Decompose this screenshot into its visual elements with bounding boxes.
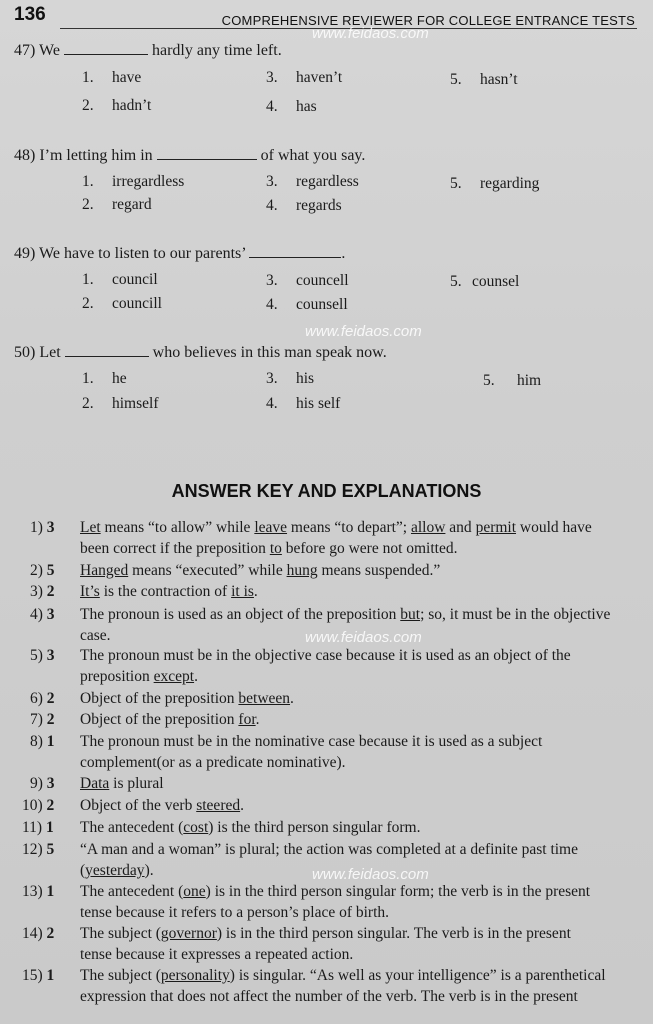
explanation-line: preposition except. (80, 668, 198, 685)
question-ref: 7) (30, 711, 47, 728)
question-text-after: hardly any time left. (151, 42, 282, 59)
question-text-before: We (39, 42, 60, 59)
question-text-before: We have to listen to our parents’ (39, 245, 246, 262)
option: 1. he (82, 370, 127, 387)
option: 5. regarding (450, 175, 540, 192)
explanation-line: The pronoun is used as an object of the preposition but; so, it must be in the objective (80, 606, 611, 623)
answer-number (22, 965, 62, 986)
answer-blank (65, 342, 149, 357)
explanation (80, 731, 640, 773)
question-text-before: I’m letting him in (39, 147, 153, 164)
explanation (80, 881, 640, 923)
explanation-line: It’s is the contraction of it is. (80, 583, 258, 600)
explanation (80, 604, 640, 646)
question-ref: 6) (30, 690, 47, 707)
answer-blank (157, 145, 257, 160)
correct-choice: 2 (46, 583, 55, 600)
explanation-line: Let means “to allow” while leave means “to depart”; allow and permit would have (80, 519, 592, 536)
option: 5. counsel (450, 273, 520, 290)
correct-choice: 1 (46, 967, 55, 984)
question-ref: 8) (30, 733, 47, 750)
option: 5. him (483, 372, 542, 389)
option: 3. regardless (266, 173, 359, 190)
question-49 (14, 243, 345, 263)
page-number: 136 (14, 4, 46, 25)
explanation (80, 965, 640, 1007)
option: 2. regard (82, 196, 152, 213)
correct-choice: 1 (46, 883, 55, 900)
question-number: 47) (14, 42, 36, 59)
question-number: 49) (14, 245, 36, 262)
question-47 (14, 40, 282, 60)
explanation (80, 581, 640, 602)
correct-choice: 1 (45, 819, 54, 836)
explanation-line: tense because it refers to a person’s place of birth. (80, 904, 390, 921)
correct-choice: 3 (46, 775, 55, 792)
option: 1. irregardless (82, 173, 185, 190)
answer-number (22, 881, 62, 902)
question-ref: 5) (30, 647, 47, 664)
explanation-line: Object of the preposition between. (80, 690, 294, 707)
option: 3. councell (266, 272, 349, 289)
answer-number (22, 560, 62, 581)
question-ref: 15) (22, 967, 47, 984)
correct-choice: 5 (46, 562, 55, 579)
option: 2. hadn’t (82, 97, 152, 114)
question-ref: 9) (30, 775, 47, 792)
option: 1. council (82, 271, 158, 288)
option: 4. his self (266, 395, 341, 412)
correct-choice: 5 (46, 841, 55, 858)
question-ref: 14) (22, 925, 47, 942)
answer-number (22, 817, 62, 838)
explanation-line: Object of the preposition for. (80, 711, 260, 728)
explanation-line: (yesterday). (80, 862, 154, 879)
explanation (80, 839, 640, 881)
watermark: www.feidaos.com (305, 323, 422, 340)
explanation (80, 795, 640, 816)
option: 4. has (266, 98, 317, 115)
answer-blank (249, 243, 341, 258)
answer-number (22, 645, 62, 666)
question-number: 50) (14, 344, 36, 361)
explanation-line: case. (80, 627, 111, 644)
answer-number (22, 773, 62, 794)
explanation (80, 773, 640, 794)
question-48 (14, 145, 365, 165)
answer-number (22, 731, 62, 752)
answer-key-heading: ANSWER KEY AND EXPLANATIONS (171, 481, 482, 501)
explanation (80, 688, 640, 709)
option: 4. regards (266, 197, 342, 214)
running-title: COMPREHENSIVE REVIEWER FOR COLLEGE ENTRANCE TESTS (221, 13, 635, 28)
question-ref: 1) (30, 519, 47, 536)
explanation-line: The pronoun must be in the nominative case because it is used as a subject (80, 733, 543, 750)
correct-choice: 2 (46, 711, 55, 728)
question-number: 48) (14, 147, 36, 164)
correct-choice: 1 (46, 733, 55, 750)
watermark: www.feidaos.com (312, 866, 429, 883)
question-ref: 2) (30, 562, 47, 579)
correct-choice: 3 (46, 606, 55, 623)
explanation (80, 560, 640, 581)
question-ref: 11) (22, 819, 46, 836)
explanation (80, 817, 640, 838)
explanation-line: tense because it expresses a repeated action. (80, 946, 354, 963)
explanation (80, 517, 640, 559)
explanation (80, 923, 640, 965)
correct-choice: 2 (46, 925, 55, 942)
explanation-line: The subject (personality) is singular. “As well as your intelligence” is a parenthetical (80, 967, 606, 984)
explanation (80, 645, 640, 687)
correct-choice: 2 (46, 690, 55, 707)
question-text-after: who believes in this man speak now. (152, 344, 387, 361)
question-ref: 3) (30, 583, 47, 600)
answer-number (22, 839, 62, 860)
correct-choice: 3 (46, 647, 55, 664)
explanation-line: The subject (governor) is in the third person singular. The verb is in the present (80, 925, 571, 942)
answer-number (22, 923, 62, 944)
watermark: www.feidaos.com (305, 629, 422, 646)
answer-blank (64, 40, 148, 55)
question-text-after: . (341, 245, 346, 262)
explanation-line: been correct if the preposition to before go were not omitted. (80, 540, 458, 557)
answer-number (22, 581, 62, 602)
explanation-line: Hanged means “executed” while hung means suspended.” (80, 562, 441, 579)
option: 3. his (266, 370, 315, 387)
explanation-line: complement(or as a predicate nominative). (80, 754, 346, 771)
answer-number (22, 709, 62, 730)
option: 3. haven’t (266, 69, 343, 86)
watermark: www.feidaos.com (312, 25, 429, 42)
question-text-after: of what you say. (260, 147, 366, 164)
option: 2. councill (82, 295, 162, 312)
explanation-line: “A man and a woman” is plural; the action was completed at a definite past time (80, 841, 578, 858)
option: 2. himself (82, 395, 159, 412)
question-50 (14, 342, 387, 362)
explanation-line: The antecedent (cost) is the third person singular form. (80, 819, 421, 836)
correct-choice: 2 (46, 797, 55, 814)
answer-number (22, 604, 62, 625)
explanation-line: Data is plural (80, 775, 164, 792)
explanation-line: The pronoun must be in the objective case because it is used as an object of the (80, 647, 571, 664)
option: 1. have (82, 69, 142, 86)
option: 5. hasn’t (450, 71, 518, 88)
question-ref: 4) (30, 606, 47, 623)
explanation-line: Object of the verb steered. (80, 797, 244, 814)
question-ref: 12) (22, 841, 47, 858)
correct-choice: 3 (46, 519, 55, 536)
question-ref: 13) (22, 883, 47, 900)
question-ref: 10) (22, 797, 47, 814)
answer-number (22, 688, 62, 709)
explanation-line: The antecedent (one) is in the third person singular form; the verb is in the present (80, 883, 591, 900)
answer-number (22, 517, 62, 538)
explanation (80, 709, 640, 730)
explanation-line: expression that does not affect the number of the verb. The verb is in the present (80, 988, 578, 1005)
question-text-before: Let (39, 344, 61, 361)
option: 4. counsell (266, 296, 348, 313)
answer-number (22, 795, 62, 816)
